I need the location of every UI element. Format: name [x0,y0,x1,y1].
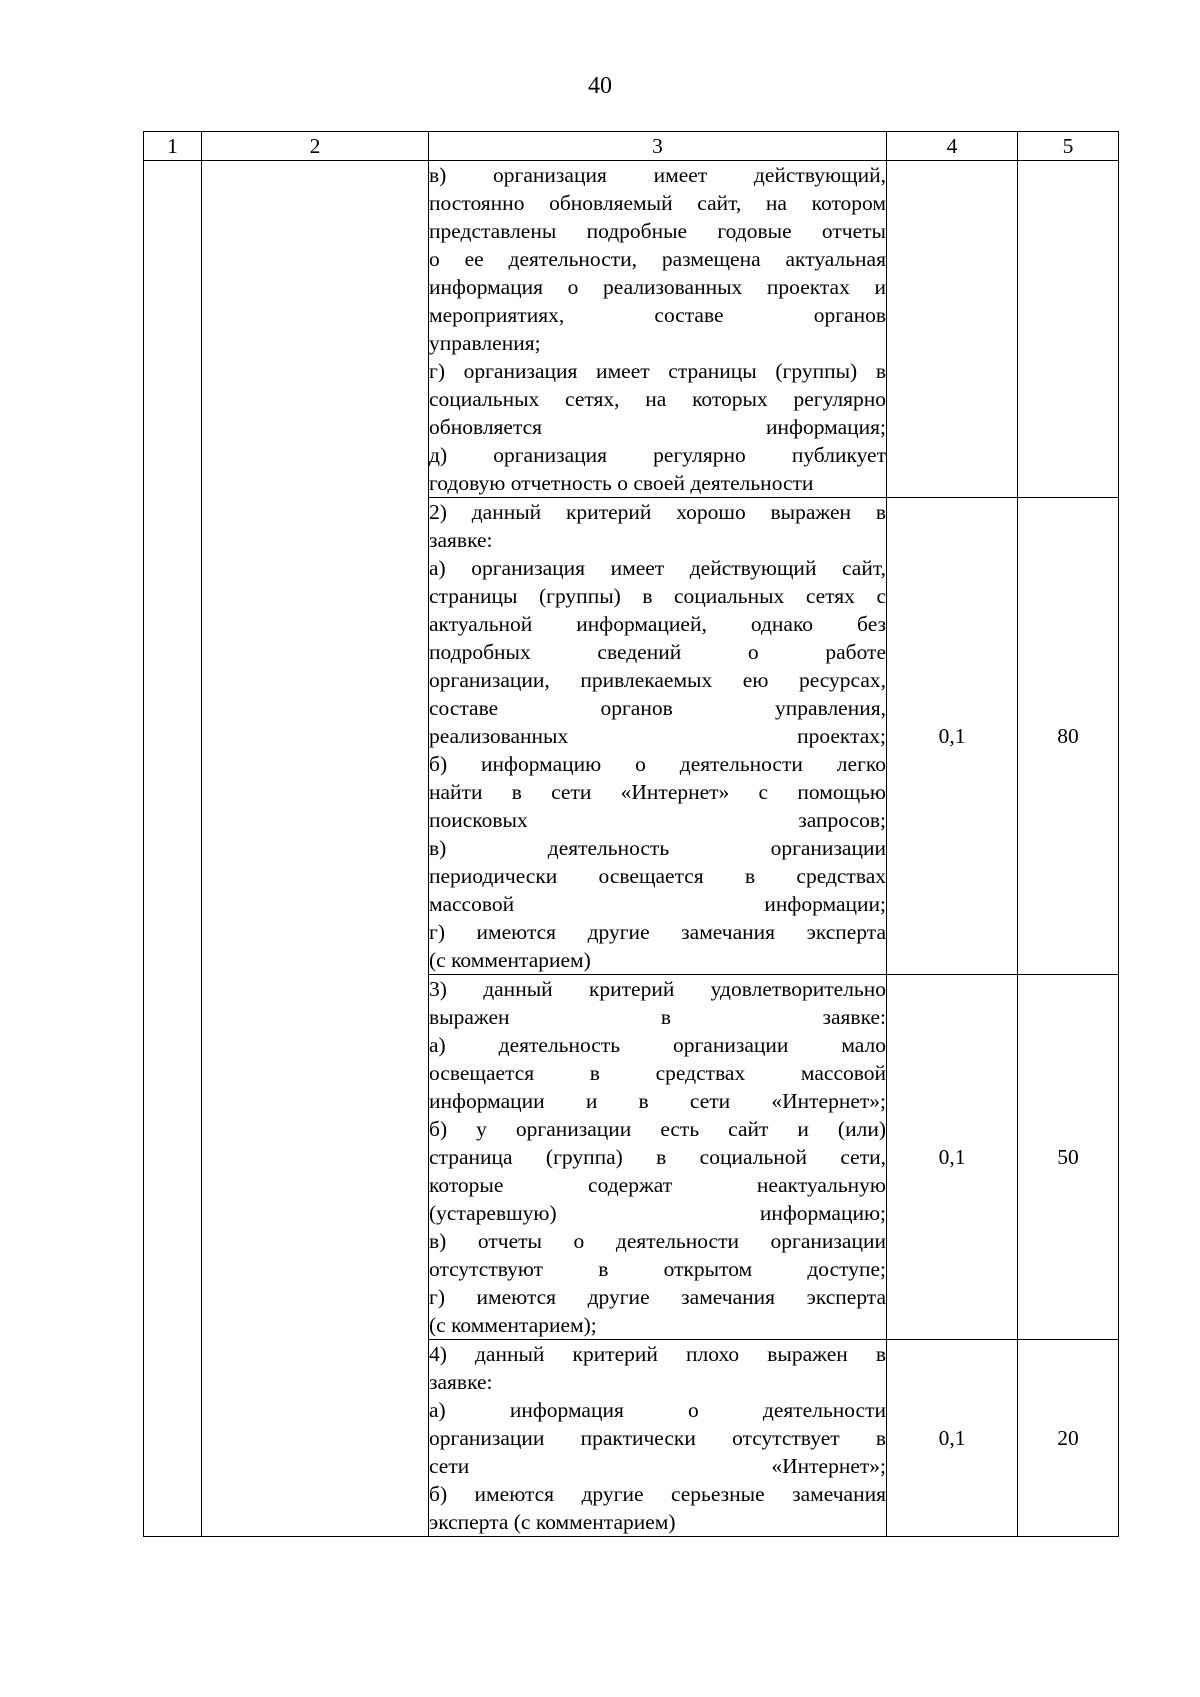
col1-merged-cell [144,161,202,1537]
criterion-line: страницы (группы) в социальных сетях с [429,584,886,608]
criterion-line: в) отчеты о деятельности организации [429,1229,886,1253]
criterion-line: (с комментарием) [429,948,591,972]
weight-cell: 0,1 [887,498,1018,975]
criterion-line: (устаревшую) информацию; [429,1201,886,1225]
criterion-line: которые содержат неактуальную [429,1173,886,1197]
criterion-line: выражен в заявке: [429,1005,886,1029]
criterion-line: массовой информации; [429,892,886,916]
criterion-line: социальных сетях, на которых регулярно [429,387,886,411]
criterion-line: а) деятельность организации мало [429,1033,886,1057]
criterion-line: реализованных проектах; [429,724,886,748]
criterion-line: г) имеются другие замечания эксперта [429,1285,886,1309]
criterion-line: д) организация регулярно публикует [429,443,886,467]
criterion-line: 4) данный критерий плохо выражен в [429,1342,886,1366]
criterion-line: постоянно обновляемый сайт, на котором [429,191,886,215]
score-cell: 20 [1018,1340,1119,1537]
criterion-line: о ее деятельности, размещена актуальная [429,247,886,271]
criterion-line: 3) данный критерий удовлетворительно [429,977,886,1001]
header-col-1: 1 [144,132,202,161]
weight-cell [887,161,1018,498]
criterion-line: информация о реализованных проектах и [429,275,886,299]
criterion-line: отсутствуют в открытом доступе; [429,1257,886,1281]
table-row [144,161,1119,498]
criterion-text-cell [429,1340,887,1537]
score-cell: 50 [1018,975,1119,1340]
criterion-line: г) организация имеет страницы (группы) в [429,359,886,383]
criterion-line: актуальной информацией, однако без [429,612,886,636]
criterion-line: освещается в средствах массовой [429,1061,886,1085]
criterion-line: управления; [429,331,541,355]
criterion-line: подробных сведений о работе [429,640,886,664]
criterion-line: в) деятельность организации [429,836,886,860]
criterion-line: представлены подробные годовые отчеты [429,219,886,243]
criterion-line: а) информация о деятельности [429,1398,886,1422]
criterion-line: 2) данный критерий хорошо выражен в [429,500,886,524]
criterion-text-cell [429,161,887,498]
page-number: 40 [588,73,612,99]
criterion-line: б) информацию о деятельности легко [429,752,886,776]
criterion-line: сети «Интернет»; [429,1454,886,1478]
criterion-line: а) организация имеет действующий сайт, [429,556,886,580]
header-col-5: 5 [1018,132,1119,161]
weight-cell: 0,1 [887,1340,1018,1537]
criterion-text-cell [429,498,887,975]
score-cell [1018,161,1119,498]
criterion-line: мероприятиях, составе органов [429,303,886,327]
criterion-line: б) у организации есть сайт и (или) [429,1117,886,1141]
criterion-line: найти в сети «Интернет» с помощью [429,780,886,804]
criterion-line: страница (группа) в социальной сети, [429,1145,886,1169]
header-col-2: 2 [202,132,429,161]
criterion-line: организации практически отсутствует в [429,1426,886,1450]
score-cell: 80 [1018,498,1119,975]
criteria-table [143,131,1119,1537]
criterion-line: обновляется информация; [429,415,886,439]
criterion-line: эксперта (с комментарием) [429,1510,676,1534]
header-row [144,132,1119,161]
criterion-line: в) организация имеет действующий, [429,163,886,187]
criterion-line: поисковых запросов; [429,808,886,832]
criterion-line: организации, привлекаемых ею ресурсах, [429,668,886,692]
col2-merged-cell [202,161,429,1537]
criterion-line: заявке: [429,528,493,552]
criterion-line: б) имеются другие серьезные замечания [429,1482,886,1506]
criterion-line: г) имеются другие замечания эксперта [429,920,886,944]
criterion-line: информации и в сети «Интернет»; [429,1089,886,1113]
criterion-text-cell [429,975,887,1340]
criterion-line: (с комментарием); [429,1313,597,1337]
weight-cell: 0,1 [887,975,1018,1340]
header-col-3: 3 [429,132,887,161]
header-col-4: 4 [887,132,1018,161]
criterion-line: заявке: [429,1370,493,1394]
criterion-line: периодически освещается в средствах [429,864,886,888]
criterion-line: годовую отчетность о своей деятельности [429,471,814,495]
criterion-line: составе органов управления, [429,696,886,720]
